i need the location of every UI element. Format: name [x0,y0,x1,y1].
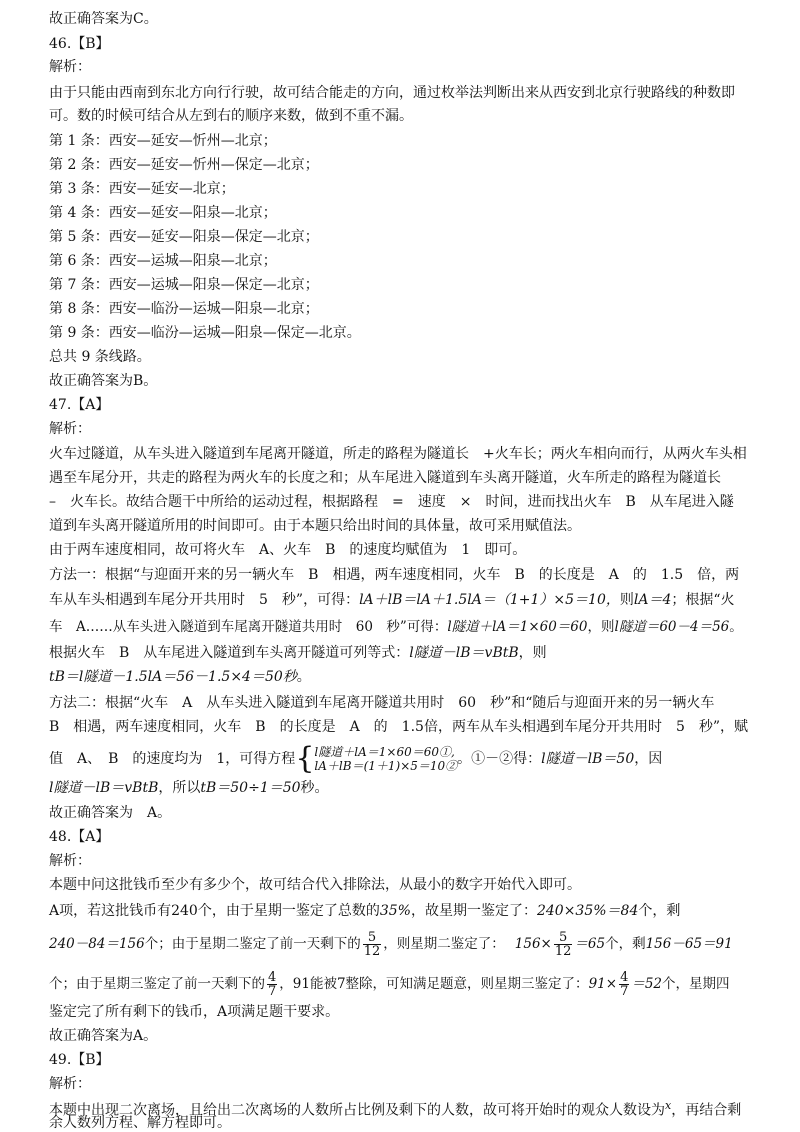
route-item: 第 2 条：西安—延安—忻州—保定—北京； [49,157,319,173]
paragraph-line: – 火车长。故结合题干中所给的运动过程，根据路程 = 速度 × 时间，进而找出火车 B 从车尾进入隧 [49,494,734,510]
math-expression: 240－84＝156 [49,936,145,952]
math-expression: l隧道－lB＝vBtB [49,780,159,796]
route-item: 第 6 条：西安—运城—阳泉—北京； [49,253,277,269]
route-item: 第 7 条：西安—运城—阳泉—保定—北京； [49,277,319,293]
paragraph-line: 遇至车尾分开，共走的路程为两火车的长度之和；从车尾进入隧道到车头离开隧道，火车所走的路程为隧道长 [49,470,721,486]
math-expression: 240×35%＝84 [536,903,639,919]
paragraph-line: 方法二：根据“火车 A 从车头进入隧道到车尾离开隧道共用时 60 秒”和“随后与迎面开来的另一辆火车 [49,695,715,711]
math-expression: l隧道＝60－4＝56 [614,619,730,635]
route-item: 第 5 条：西安—延安—阳泉—保定—北京； [49,229,319,245]
fraction-five-twelfths: $\frac{5}{12}$ [554,930,572,959]
formula-line: 根据火车 B 从车尾进入隧道到车头离开隧道可列等式：l隧道－lB＝vBtB，则 [49,645,547,661]
paragraph-line: 可。数的时候可结合从左到右的顺序来数，做到不重不漏。 [49,108,413,124]
math-expression: 91× [588,976,618,992]
route-item: 第 8 条：西安—临汾—运城—阳泉—北京； [49,301,319,317]
brace-symbol: { [295,741,315,776]
answer-line-47: 故正确答案为 A。 [49,805,172,821]
answer-line-48: 故正确答案为A。 [49,1028,158,1044]
math-expression: ＝65 [574,936,606,952]
question-47-header: 47.【A】 [49,397,110,413]
math-expression: l隧道＋lA＝1×60＝60 [447,619,588,635]
paragraph-line: B 相遇，两车速度相同，火车 B 的长度是 A 的 1.5倍，两车从车头相遇到车尾分开共用时 5 秒”，赋 [49,719,749,735]
fraction-four-sevenths: $\frac{4}{7}$ [268,970,277,999]
math-expression: ＝52 [631,976,663,992]
math-expression: 35% [379,903,411,919]
paragraph-line: 本题中问这批钱币至少有多少个，故可结合代入排除法，从最小的数字开始代入即可。 [49,877,581,893]
answer-line-45: 故正确答案为C。 [49,11,158,27]
math-expression: l隧道－lB＝vBtB [409,645,519,661]
formula-line: tB＝l隧道－1.5lA＝56－1.5×4＝50秒。 [49,669,311,685]
summary-line: 总共 9 条线路。 [49,349,151,365]
formula-line: 个；由于星期三鉴定了前一天剩下的 $\frac{4}{7}$ ，91能被7整除，可知满足题意，则星期三鉴定了：91× $\frac{4}{7}$ ＝52个，星期四 [49,970,730,999]
formula-line: 车 A……从车头进入隧道到车尾离开隧道共用时 60 秒”可得：l隧道＋lA＝1×60＝60，则l隧道＝60－4＝56。 [49,619,743,635]
question-46-header: 46.【B】 [49,36,110,52]
paragraph-line: 火车过隧道，从车头进入隧道到车尾离开隧道，所走的路程为隧道长 +火车长；两火车相向而行，从两火车头相 [49,446,747,462]
fraction-five-twelfths: $\frac{5}{12}$ [363,930,381,959]
route-item: 第 9 条：西安—临汾—运城—阳泉—保定—北京。 [49,325,361,341]
analysis-label: 解析： [49,59,91,75]
formula-line: 本题中出现二次离场，且给出二次离场的人数所占比例及剩下的人数，故可将开始时的观众人数设为$^x$，再结合剩 [49,1099,742,1119]
math-expression: tB＝l隧道－1.5lA＝56－1.5×4＝50秒 [49,669,297,685]
equation-system: l隧道＋lA＝1×60＝60①, lA＋lB＝(1＋1)×5＝10② [314,745,458,773]
route-item: 第 1 条：西安—延安—忻州—北京； [49,133,277,149]
math-expression: 156× [514,936,552,952]
question-48-header: 48.【A】 [49,829,110,845]
math-expression: l隧道－lB＝50 [541,751,635,767]
paragraph-line: 余人数列方程、解方程即可。 [49,1115,231,1131]
formula-line: 240－84＝156个；由于星期二鉴定了前一天剩下的 $\frac{5}{12}$ ，则星期二鉴定了： 156× $\frac{5}{12}$ ＝65个，剩156－65＝91 [49,930,733,959]
question-49-header: 49.【B】 [49,1052,110,1068]
analysis-label: 解析： [49,1076,91,1092]
route-item: 第 3 条：西安—延安—北京； [49,181,235,197]
paragraph-line: 鉴定完了所有剩下的钱币，A项满足题干要求。 [49,1004,340,1020]
formula-line: l隧道－lB＝vBtB，所以tB＝50÷1＝50秒。 [49,780,329,796]
analysis-label: 解析： [49,421,91,437]
math-expression: 156－65＝91 [645,936,733,952]
paragraph-line: 方法一：根据“与迎面开来的另一辆火车 B 相遇，两车速度相同，火车 B 的长度是 A 的 1.5 倍，两 [49,567,740,583]
math-expression: lA＝4 [633,592,672,608]
analysis-label: 解析： [49,853,91,869]
route-item: 第 4 条：西安—延安—阳泉—北京； [49,205,277,221]
formula-line: A项，若这批钱币有240个，由于星期一鉴定了总数的35%，故星期一鉴定了：240×35%＝84个，剩 [49,903,681,919]
paragraph-line: 由于两车速度相同，故可将火车 A、火车 B 的速度均赋值为 1 即可。 [49,542,527,558]
paragraph-line: 由于只能由西南到东北方向行行驶，故可结合能走的方向，通过枚举法判断出来从西安到北京行驶路线的种数即 [49,85,735,101]
equation-system-line: 值 A、 B 的速度均为 1，可得方程{ l隧道＋lA＝1×60＝60①, lA＋lB＝(1＋1)×5＝10② 。①－②得：l隧道－lB＝50，因 [49,741,663,776]
answer-line-46: 故正确答案为B。 [49,373,158,389]
math-expression: tB＝50÷1＝50 [200,780,301,796]
math-variable: x [665,1099,672,1112]
fraction-four-sevenths: $\frac{4}{7}$ [620,970,629,999]
formula-line: 车从车头相遇到车尾分开共用时 5 秒”，可得：lA＋lB＝lA＋1.5lA＝（1+1）×5＝10，则lA＝4；根据“火 [49,592,735,608]
paragraph-line: 道到车头离开隧道所用的时间即可。由于本题只给出时间的具体量，故可采用赋值法。 [49,518,581,534]
math-expression: lA＋lB＝lA＋1.5lA＝（1+1）×5＝10， [359,592,620,608]
